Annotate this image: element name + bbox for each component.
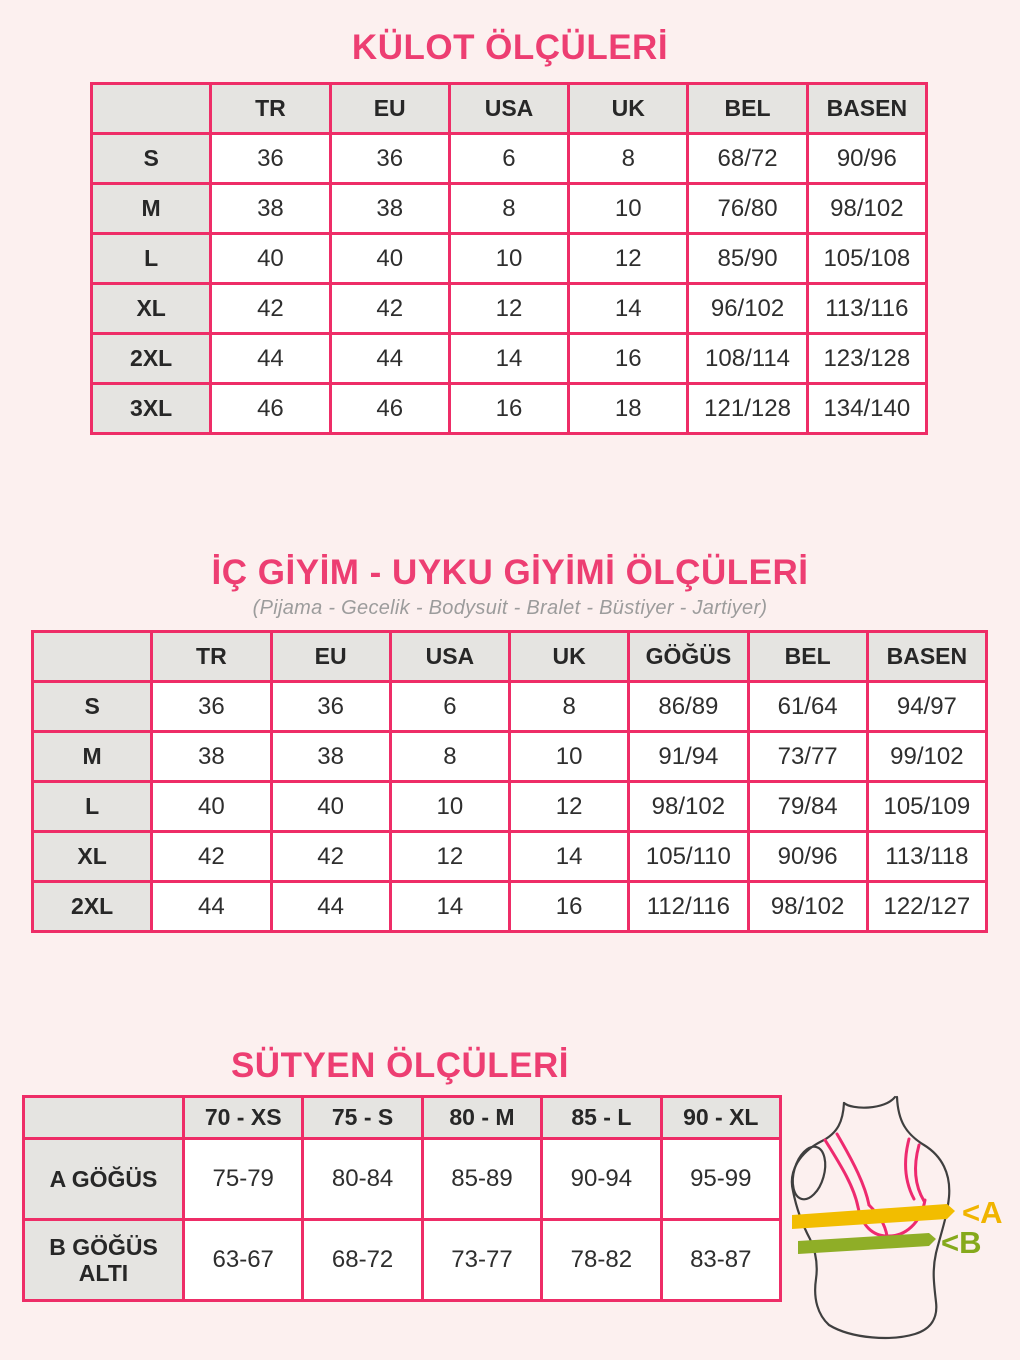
icgiyim-section-subtitle: (Pijama - Gecelik - Bodysuit - Bralet - Büstiyer - Jartiyer): [252, 597, 768, 619]
size-value-cell: 68-72: [303, 1220, 422, 1301]
size-value-cell: 10: [449, 234, 568, 284]
size-value-cell: 10: [390, 782, 509, 832]
size-value-cell: 134/140: [807, 384, 926, 434]
size-value-cell: 121/128: [688, 384, 807, 434]
size-value-cell: 112/116: [629, 882, 748, 932]
size-value-cell: 6: [390, 682, 509, 732]
row-label: XL: [33, 832, 152, 882]
size-value-cell: 73/77: [748, 732, 867, 782]
size-value-cell: 12: [390, 832, 509, 882]
size-value-cell: 42: [152, 832, 271, 882]
size-value-cell: 85-89: [422, 1139, 541, 1220]
size-value-cell: 36: [330, 134, 449, 184]
size-value-cell: 46: [211, 384, 330, 434]
size-value-cell: 40: [152, 782, 271, 832]
size-value-cell: 44: [152, 882, 271, 932]
size-value-cell: 38: [330, 184, 449, 234]
size-value-cell: 10: [569, 184, 688, 234]
kulot-section-title: KÜLOT ÖLÇÜLERİ: [351, 28, 669, 67]
icgiyim-size-table: [31, 630, 988, 933]
size-value-cell: 8: [390, 732, 509, 782]
underbust-band-b: [798, 1233, 936, 1254]
size-value-cell: 98/102: [807, 184, 926, 234]
row-label: M: [33, 732, 152, 782]
size-value-cell: 42: [330, 284, 449, 334]
row-label: 2XL: [92, 334, 211, 384]
size-value-cell: 16: [510, 882, 629, 932]
bra-measurement-illustration: [778, 1087, 1020, 1345]
table-row: [92, 234, 927, 284]
size-value-cell: 46: [330, 384, 449, 434]
size-value-cell: 90/96: [748, 832, 867, 882]
header-row: [92, 84, 927, 134]
size-value-cell: 18: [569, 384, 688, 434]
table-row: [24, 1139, 781, 1220]
size-value-cell: 113/116: [807, 284, 926, 334]
column-header: BEL: [688, 84, 807, 134]
kulot-size-table: [90, 82, 928, 435]
table-row: [92, 384, 927, 434]
size-value-cell: 98/102: [748, 882, 867, 932]
row-label: M: [92, 184, 211, 234]
band-b-label: <B: [941, 1225, 982, 1260]
sutyen-size-table: [22, 1095, 782, 1302]
header-row: [24, 1097, 781, 1139]
column-header: UK: [510, 632, 629, 682]
sutyen-section: [0, 1095, 1020, 1302]
size-value-cell: 68/72: [688, 134, 807, 184]
size-value-cell: 86/89: [629, 682, 748, 732]
size-value-cell: 44: [271, 882, 390, 932]
column-header: BASEN: [807, 84, 926, 134]
size-value-cell: 61/64: [748, 682, 867, 732]
size-value-cell: 38: [152, 732, 271, 782]
size-value-cell: 78-82: [542, 1220, 661, 1301]
size-value-cell: 44: [330, 334, 449, 384]
column-header: BASEN: [867, 632, 986, 682]
size-value-cell: 6: [449, 134, 568, 184]
size-value-cell: 44: [211, 334, 330, 384]
column-header: TR: [152, 632, 271, 682]
size-value-cell: 12: [569, 234, 688, 284]
size-value-cell: 91/94: [629, 732, 748, 782]
row-label: S: [33, 682, 152, 732]
row-label: L: [92, 234, 211, 284]
header-row: [33, 632, 987, 682]
size-value-cell: 99/102: [867, 732, 986, 782]
size-value-cell: 90/96: [807, 134, 926, 184]
size-value-cell: 38: [271, 732, 390, 782]
size-value-cell: 42: [271, 832, 390, 882]
table-row: [24, 1220, 781, 1301]
size-value-cell: 14: [390, 882, 509, 932]
size-value-cell: 105/108: [807, 234, 926, 284]
size-value-cell: 14: [569, 284, 688, 334]
size-value-cell: 8: [569, 134, 688, 184]
size-value-cell: 40: [211, 234, 330, 284]
size-value-cell: 80-84: [303, 1139, 422, 1220]
size-value-cell: 36: [211, 134, 330, 184]
column-header: UK: [569, 84, 688, 134]
table-row: [33, 832, 987, 882]
table-row: [92, 334, 927, 384]
size-value-cell: 36: [271, 682, 390, 732]
size-value-cell: 76/80: [688, 184, 807, 234]
table-row: [33, 682, 987, 732]
size-value-cell: 98/102: [629, 782, 748, 832]
size-value-cell: 16: [569, 334, 688, 384]
icgiyim-section-title: İÇ GİYİM - UYKU GİYİMİ ÖLÇÜLERİ: [211, 553, 809, 592]
column-header: TR: [211, 84, 330, 134]
size-value-cell: 83-87: [661, 1220, 780, 1301]
size-value-cell: 8: [449, 184, 568, 234]
row-label: 3XL: [92, 384, 211, 434]
size-value-cell: 123/128: [807, 334, 926, 384]
column-header: USA: [449, 84, 568, 134]
table-row: [33, 882, 987, 932]
size-value-cell: 105/110: [629, 832, 748, 882]
row-label: XL: [92, 284, 211, 334]
row-label: 2XL: [33, 882, 152, 932]
corner-cell: [33, 632, 152, 682]
size-value-cell: 12: [449, 284, 568, 334]
size-value-cell: 85/90: [688, 234, 807, 284]
column-header: GÖĞÜS: [629, 632, 748, 682]
size-value-cell: 75-79: [184, 1139, 303, 1220]
size-value-cell: 14: [510, 832, 629, 882]
table-row: [92, 184, 927, 234]
size-value-cell: 36: [152, 682, 271, 732]
size-value-cell: 90-94: [542, 1139, 661, 1220]
size-value-cell: 73-77: [422, 1220, 541, 1301]
size-value-cell: 96/102: [688, 284, 807, 334]
size-value-cell: 108/114: [688, 334, 807, 384]
size-value-cell: 79/84: [748, 782, 867, 832]
column-header: 80 - M: [422, 1097, 541, 1139]
table-row: [33, 732, 987, 782]
size-value-cell: 40: [271, 782, 390, 832]
column-header: EU: [271, 632, 390, 682]
size-value-cell: 12: [510, 782, 629, 832]
size-value-cell: 14: [449, 334, 568, 384]
table-row: [33, 782, 987, 832]
size-value-cell: 40: [330, 234, 449, 284]
band-a-label: <A: [962, 1195, 1003, 1230]
size-value-cell: 63-67: [184, 1220, 303, 1301]
row-label: S: [92, 134, 211, 184]
column-header: 85 - L: [542, 1097, 661, 1139]
size-value-cell: 95-99: [661, 1139, 780, 1220]
row-label: A GÖĞÜS: [24, 1139, 184, 1220]
size-value-cell: 16: [449, 384, 568, 434]
size-value-cell: 10: [510, 732, 629, 782]
sutyen-section-title: SÜTYEN ÖLÇÜLERİ: [230, 1046, 570, 1085]
column-header: USA: [390, 632, 509, 682]
column-header: EU: [330, 84, 449, 134]
corner-cell: [24, 1097, 184, 1139]
corner-cell: [92, 84, 211, 134]
size-value-cell: 8: [510, 682, 629, 732]
size-value-cell: 38: [211, 184, 330, 234]
size-value-cell: 113/118: [867, 832, 986, 882]
column-header: 75 - S: [303, 1097, 422, 1139]
column-header: 70 - XS: [184, 1097, 303, 1139]
table-row: [92, 134, 927, 184]
column-header: BEL: [748, 632, 867, 682]
size-value-cell: 122/127: [867, 882, 986, 932]
size-value-cell: 42: [211, 284, 330, 334]
column-header: 90 - XL: [661, 1097, 780, 1139]
row-label: L: [33, 782, 152, 832]
table-row: [92, 284, 927, 334]
size-value-cell: 105/109: [867, 782, 986, 832]
size-value-cell: 94/97: [867, 682, 986, 732]
row-label: B GÖĞÜS ALTI: [24, 1220, 184, 1301]
